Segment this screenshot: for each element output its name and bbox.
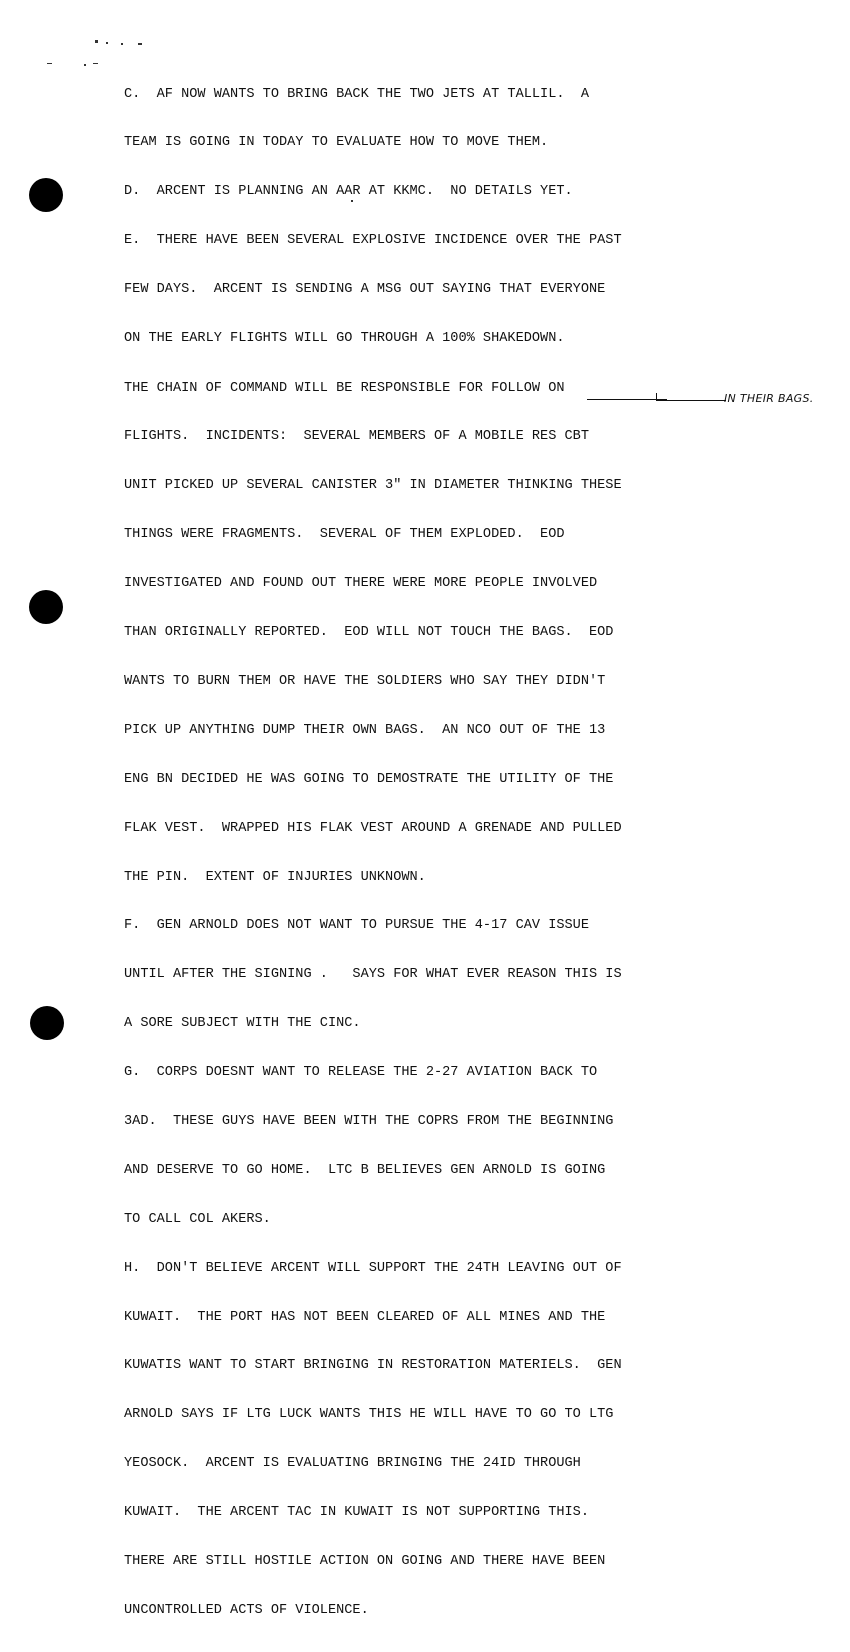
- text-line: FLIGHTS. INCIDENTS: SEVERAL MEMBERS OF A MOBILE RES CBT: [124, 429, 589, 445]
- text-line: TO CALL COL AKERS.: [124, 1211, 271, 1227]
- punch-hole: [29, 590, 63, 624]
- text-line: UNIT PICKED UP SEVERAL CANISTER 3" IN DIAMETER THINKING THESE: [124, 478, 622, 494]
- punch-hole: [30, 1006, 64, 1040]
- scan-speck: [106, 42, 108, 44]
- text-block-top: [124, 54, 622, 380]
- text-line: UNCONTROLLED ACTS OF VIOLENCE.: [124, 1602, 369, 1618]
- text-line: THAN ORIGINALLY REPORTED. EOD WILL NOT TOUCH THE BAGS. EOD: [124, 625, 614, 641]
- punch-hole: [29, 178, 63, 212]
- text-line: ARNOLD SAYS IF LTG LUCK WANTS THIS HE WILL HAVE TO GO TO LTG: [124, 1407, 614, 1423]
- text-line: INVESTIGATED AND FOUND OUT THERE WERE MORE PEOPLE INVOLVED: [124, 576, 598, 592]
- scan-speck: [93, 63, 98, 64]
- scan-speck: [84, 64, 86, 66]
- text-line: THINGS WERE FRAGMENTS. SEVERAL OF THEM EXPLODED. EOD: [124, 527, 565, 543]
- scan-speck: [95, 40, 98, 43]
- text-line: C. AF NOW WANTS TO BRING BACK THE TWO JETS AT TALLIL. A: [124, 86, 589, 102]
- handwritten-arrow-line: [656, 400, 726, 401]
- text-line: F. GEN ARNOLD DOES NOT WANT TO PURSUE THE 4-17 CAV ISSUE: [124, 918, 589, 934]
- text-line: ON THE EARLY FLIGHTS WILL GO THROUGH A 100% SHAKEDOWN.: [124, 331, 565, 347]
- text-line: KUWAIT. THE PORT HAS NOT BEEN CLEARED OF ALL MINES AND THE: [124, 1309, 606, 1325]
- text-line: THERE ARE STILL HOSTILE ACTION ON GOING AND THERE HAVE BEEN: [124, 1553, 606, 1569]
- scan-speck: [47, 63, 52, 64]
- text-line: UNTIL AFTER THE SIGNING . SAYS FOR WHAT EVER REASON THIS IS: [124, 967, 622, 983]
- text-line: THE CHAIN OF COMMAND WILL BE RESPONSIBLE FOR FOLLOW ON: [124, 380, 565, 396]
- text-line: FEW DAYS. ARCENT IS SENDING A MSG OUT SAYING THAT EVERYONE: [124, 282, 606, 298]
- text-line: G. CORPS DOESNT WANT TO RELEASE THE 2-27 AVIATION BACK TO: [124, 1065, 598, 1081]
- text-line: FLAK VEST. WRAPPED HIS FLAK VEST AROUND A GRENADE AND PULLED: [124, 820, 622, 836]
- text-line: THE PIN. EXTENT OF INJURIES UNKNOWN.: [124, 869, 426, 885]
- text-line: TEAM IS GOING IN TODAY TO EVALUATE HOW TO MOVE THEM.: [124, 135, 549, 151]
- text-line: AND DESERVE TO GO HOME. LTC B BELIEVES GEN ARNOLD IS GOING: [124, 1162, 606, 1178]
- text-line: H. DON'T BELIEVE ARCENT WILL SUPPORT THE 24TH LEAVING OUT OF: [124, 1260, 622, 1276]
- handwritten-annotation: IN THEIR BAGS.: [724, 392, 814, 405]
- text-line: ENG BN DECIDED HE WAS GOING TO DEMOSTRATE THE UTILITY OF THE: [124, 771, 614, 787]
- text-line: WANTS TO BURN THEM OR HAVE THE SOLDIERS WHO SAY THEY DIDN'T: [124, 673, 606, 689]
- text-line: 3AD. THESE GUYS HAVE BEEN WITH THE COPRS FROM THE BEGINNING: [124, 1113, 614, 1129]
- scan-speck: [121, 43, 123, 45]
- text-block-main: [124, 348, 622, 1652]
- handwritten-tick: [656, 393, 657, 400]
- text-line: E. THERE HAVE BEEN SEVERAL EXPLOSIVE INCIDENCE OVER THE PAST: [124, 233, 622, 249]
- text-line: KUWAIT. THE ARCENT TAC IN KUWAIT IS NOT SUPPORTING THIS.: [124, 1505, 589, 1521]
- scan-speck: [138, 43, 142, 45]
- text-line: KUWATIS WANT TO START BRINGING IN RESTORATION MATERIELS. GEN: [124, 1358, 622, 1374]
- text-line: YEOSOCK. ARCENT IS EVALUATING BRINGING THE 24ID THROUGH: [124, 1456, 581, 1472]
- handwritten-underline: [587, 399, 667, 400]
- text-line: A SORE SUBJECT WITH THE CINC.: [124, 1016, 361, 1032]
- text-line: PICK UP ANYTHING DUMP THEIR OWN BAGS. AN NCO OUT OF THE 13: [124, 722, 606, 738]
- text-line: D. ARCENT IS PLANNING AN AAR AT KKMC. NO DETAILS YET.: [124, 184, 573, 200]
